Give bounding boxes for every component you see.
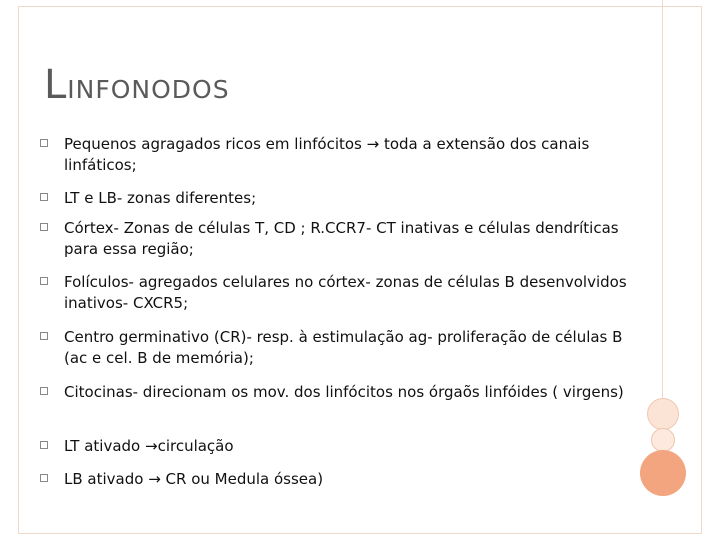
list-item-text: Folículos- agregados celulares no córtex- zonas de células B desenvolvidos inativos- CXCR5; xyxy=(64,273,627,312)
slide-title-initial: L xyxy=(44,62,68,108)
square-bullet-icon xyxy=(40,193,48,201)
list-item-text: Pequenos agragados ricos em linfócitos → toda a extensão dos canais linfáticos; xyxy=(64,135,590,174)
list-item-text: LB ativado → CR ou Medula óssea) xyxy=(64,470,324,488)
list-item xyxy=(40,218,630,260)
list-item-text: Citocinas- direcionam os mov. dos linfócitos nos órgaõs linfóides ( virgens) xyxy=(64,383,624,401)
list-item-text: Centro germinativo (CR)- resp. à estimulação ag- proliferação de células B (ac e cel. B de memória); xyxy=(64,328,623,367)
list-item xyxy=(40,188,630,209)
square-bullet-icon xyxy=(40,441,48,449)
list-item-text: Córtex- Zonas de células T, CD ; R.CCR7- CT inativas e células dendríticas para essa região; xyxy=(64,219,619,258)
list-item-text: LT e LB- zonas diferentes; xyxy=(64,189,257,207)
square-bullet-icon xyxy=(40,387,48,395)
list-item xyxy=(40,469,630,490)
list-item xyxy=(40,272,630,314)
square-bullet-icon xyxy=(40,223,48,231)
list-item xyxy=(40,327,630,369)
list-item xyxy=(40,436,630,457)
list-item xyxy=(40,382,630,403)
square-bullet-icon xyxy=(40,474,48,482)
square-bullet-icon xyxy=(40,277,48,285)
square-bullet-icon xyxy=(40,139,48,147)
list-item-text: LT ativado →circulação xyxy=(64,437,234,455)
slide-title-rest: INFONODOS xyxy=(67,75,230,104)
square-bullet-icon xyxy=(40,332,48,340)
list-item xyxy=(40,134,630,176)
